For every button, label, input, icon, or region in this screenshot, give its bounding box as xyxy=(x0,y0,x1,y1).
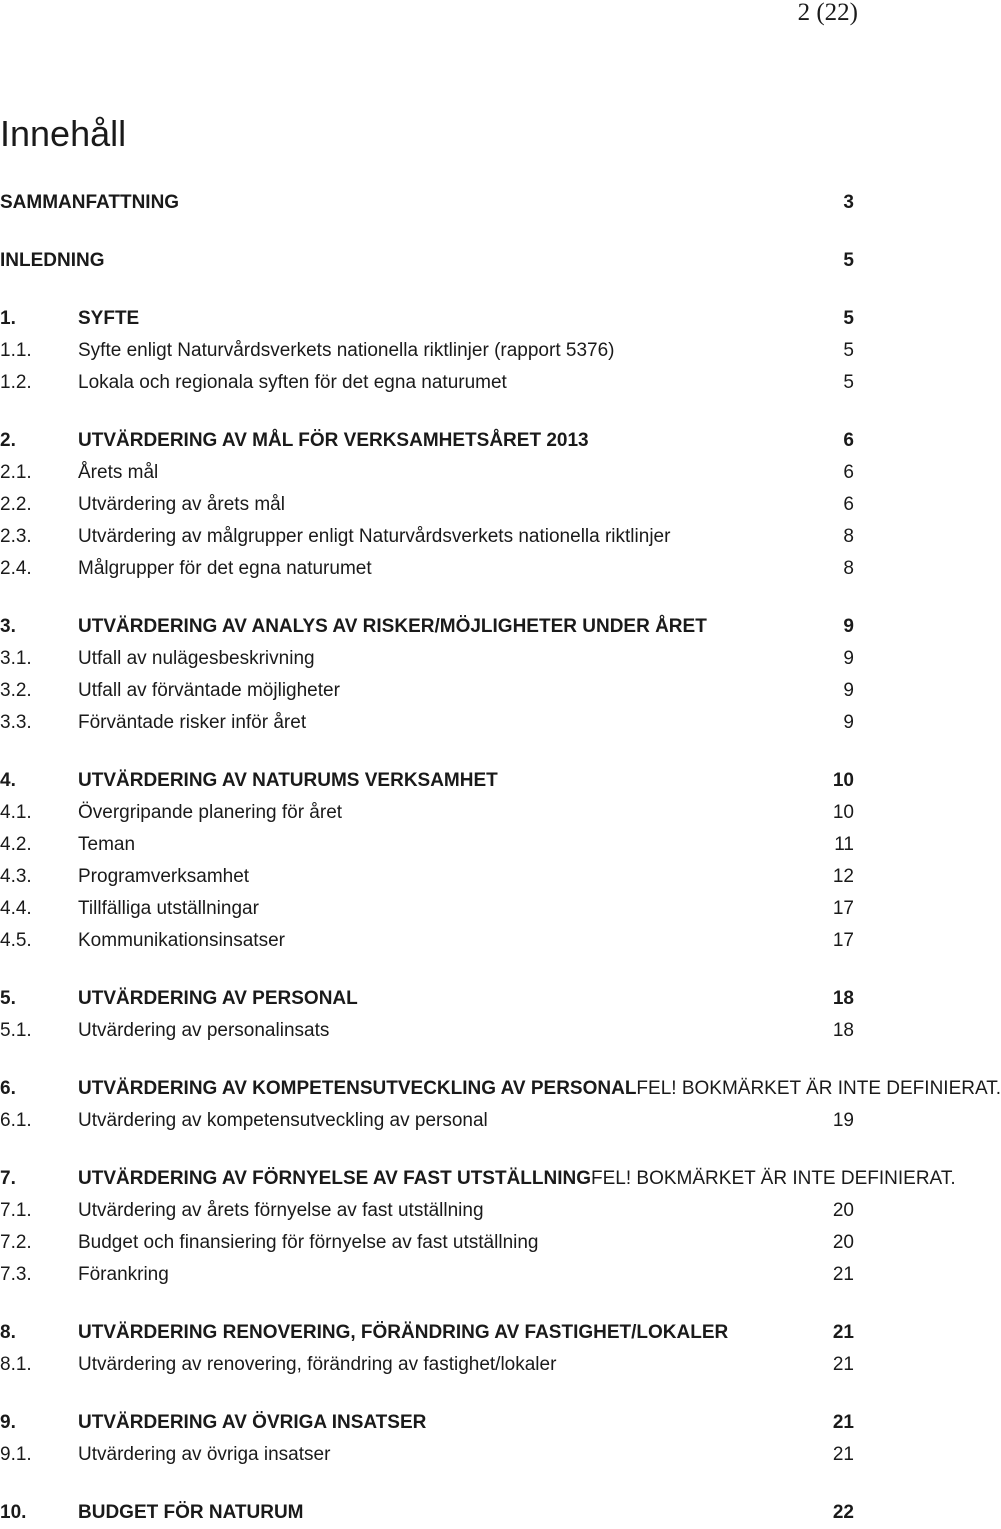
toc-entry-number: 7.1. xyxy=(0,1200,32,1221)
toc-entry-number: 1.1. xyxy=(0,340,32,361)
toc-entry-number: 2.4. xyxy=(0,558,32,579)
toc-entry-number: 2. xyxy=(0,430,16,451)
toc-entry[interactable] xyxy=(0,1317,960,1349)
toc-entry-number: 4.5. xyxy=(0,930,32,951)
toc-entry[interactable] xyxy=(0,1195,960,1227)
toc-entry-label: Utvärdering av årets mål xyxy=(78,494,285,515)
toc-entry-number: 7.2. xyxy=(0,1232,32,1253)
toc-entry-number: 2.3. xyxy=(0,526,32,547)
toc-entry-number: 4.2. xyxy=(0,834,32,855)
toc-entry-label: Utvärdering av årets förnyelse av fast utställning xyxy=(78,1200,484,1221)
toc-entry-error-note: FEL! BOKMÄRKET ÄR INTE DEFINIERAT. xyxy=(591,1168,956,1189)
toc-entry[interactable] xyxy=(0,245,960,277)
toc-entry-page: 8 xyxy=(843,526,854,547)
toc-entry-number: 10. xyxy=(0,1502,27,1523)
toc-entry[interactable] xyxy=(0,1497,960,1529)
toc-entry-number: 9. xyxy=(0,1412,16,1433)
toc-entry-label: Årets mål xyxy=(78,462,159,483)
toc-entry-page: 10 xyxy=(832,802,854,823)
toc-entry-page: 9 xyxy=(843,712,854,733)
toc-entry-page: 17 xyxy=(832,930,854,951)
toc-entry-label: Budget och finansiering för förnyelse av fast utställning xyxy=(78,1232,539,1253)
toc-entry-page: 21 xyxy=(832,1444,854,1465)
toc-entry[interactable] xyxy=(0,335,960,367)
toc-entry-label: SYFTE xyxy=(78,308,140,329)
toc-entry-label: Programverksamhet xyxy=(78,866,250,887)
toc-entry-label: UTVÄRDERING RENOVERING, FÖRÄNDRING AV FASTIGHET/LOKALER xyxy=(78,1322,729,1343)
toc-entry[interactable] xyxy=(0,675,960,707)
toc-entry[interactable] xyxy=(0,893,960,925)
toc-entry-number: 1. xyxy=(0,308,16,329)
toc-entry[interactable] xyxy=(0,861,960,893)
toc-entry-label: Tillfälliga utställningar xyxy=(78,898,259,919)
toc-entry-label: UTVÄRDERING AV ANALYS AV RISKER/MÖJLIGHETER UNDER ÅRET xyxy=(78,616,707,637)
toc-entry-page: 6 xyxy=(843,462,854,483)
toc-entry[interactable] xyxy=(0,1227,960,1259)
toc-entry[interactable] xyxy=(0,707,960,739)
toc-entry-label: UTVÄRDERING AV NATURUMS VERKSAMHET xyxy=(78,770,498,791)
toc-entry[interactable] xyxy=(0,643,960,675)
toc-entry-page: 5 xyxy=(843,308,854,329)
toc-entry-page: 18 xyxy=(832,988,854,1009)
toc-entry-page: 11 xyxy=(834,834,854,855)
toc-entry-page: 6 xyxy=(843,494,854,515)
toc-entry-label: Utvärdering av personalinsats xyxy=(78,1020,330,1041)
toc-entry-page: 8 xyxy=(843,558,854,579)
toc-entry-page: 5 xyxy=(843,372,854,393)
toc-entry-label: UTVÄRDERING AV PERSONAL xyxy=(78,988,358,1009)
toc-entry-number: 3.3. xyxy=(0,712,32,733)
toc-entry-number: 5. xyxy=(0,988,16,1009)
toc-entry-page: 6 xyxy=(843,430,854,451)
toc-entry-number: 2.2. xyxy=(0,494,32,515)
toc-entry-number: 7.3. xyxy=(0,1264,32,1285)
toc-entry[interactable] xyxy=(0,1259,960,1291)
toc-entry-number: 3.1. xyxy=(0,648,32,669)
toc-entry-page: 21 xyxy=(832,1264,854,1285)
toc-entry[interactable] xyxy=(0,765,960,797)
toc-entry-label: UTVÄRDERING AV ÖVRIGA INSATSER xyxy=(78,1412,427,1433)
toc-entry-label: BUDGET FÖR NATURUM xyxy=(78,1502,304,1523)
toc-entry-page: 21 xyxy=(832,1322,854,1343)
page-number: 2 (22) xyxy=(797,0,858,26)
toc-entry[interactable] xyxy=(0,521,960,553)
toc-entry[interactable] xyxy=(0,797,960,829)
toc-entry-number: 3.2. xyxy=(0,680,32,701)
toc-entry-label: SAMMANFATTNING xyxy=(0,192,180,213)
toc-entry-label: Utvärdering av övriga insatser xyxy=(78,1444,331,1465)
toc-entry-label: Övergripande planering för året xyxy=(78,802,343,823)
toc-entry[interactable] xyxy=(0,1105,960,1137)
toc-entry-page: 9 xyxy=(843,648,854,669)
toc-entry-number: 2.1. xyxy=(0,462,32,483)
toc-entry-label: Förankring xyxy=(78,1264,169,1285)
toc-entry[interactable] xyxy=(0,1163,960,1195)
toc-entry[interactable] xyxy=(0,925,960,957)
toc-entry-page: 22 xyxy=(832,1502,854,1523)
toc-entry-label: Teman xyxy=(78,834,136,855)
toc-entry-page: 5 xyxy=(843,340,854,361)
toc-entry-label: Lokala och regionala syften för det egna naturumet xyxy=(78,372,507,393)
toc-entry[interactable] xyxy=(0,1349,960,1381)
toc-entry-label: Utvärdering av kompetensutveckling av personal xyxy=(78,1110,488,1131)
toc-entry-number: 3. xyxy=(0,616,16,637)
toc-entry[interactable] xyxy=(0,303,960,335)
toc-entry-page: 20 xyxy=(832,1200,854,1221)
toc-entry[interactable] xyxy=(0,983,960,1015)
toc-entry-number: 8. xyxy=(0,1322,16,1343)
toc-entry-page: 9 xyxy=(843,616,854,637)
toc-entry-number: 9.1. xyxy=(0,1444,32,1465)
toc-entry-label: Förväntade risker inför året xyxy=(78,712,307,733)
toc-entry-page: 21 xyxy=(832,1412,854,1433)
toc-entry-page: 9 xyxy=(843,680,854,701)
toc-entry-label: UTVÄRDERING AV KOMPETENSUTVECKLING AV PERSONALFEL! BOKMÄRKET ÄR INTE DEFINIERAT. xyxy=(78,1078,1001,1099)
toc-entry[interactable] xyxy=(0,367,960,399)
toc-entry-page: 20 xyxy=(832,1232,854,1253)
toc-entry[interactable] xyxy=(0,457,960,489)
toc-entry[interactable] xyxy=(0,611,960,643)
toc-entry-label: Utfall av nulägesbeskrivning xyxy=(78,648,315,669)
toc-entry-page: 19 xyxy=(832,1110,854,1131)
toc-entry-page: 3 xyxy=(843,192,854,213)
toc-entry-number: 8.1. xyxy=(0,1354,32,1375)
toc-entry-label: Kommunikationsinsatser xyxy=(78,930,285,951)
toc-entry-number: 4.1. xyxy=(0,802,32,823)
toc-entry-number: 4.3. xyxy=(0,866,32,887)
toc-entry-label: UTVÄRDERING AV MÅL FÖR VERKSAMHETSÅRET 2013 xyxy=(78,430,589,451)
toc-entry-page: 17 xyxy=(832,898,854,919)
toc-entry-page: 12 xyxy=(832,866,854,887)
toc-entry-label: Syfte enligt Naturvårdsverkets nationella riktlinjer (rapport 5376) xyxy=(78,340,615,361)
toc-entry-number: 6.1. xyxy=(0,1110,32,1131)
toc-entry[interactable] xyxy=(0,489,960,521)
toc-entry-number: 7. xyxy=(0,1168,16,1189)
toc-entry[interactable] xyxy=(0,1073,1001,1105)
toc-entry[interactable] xyxy=(0,553,960,585)
toc-entry-number: 6. xyxy=(0,1078,16,1099)
toc-entry-page: 5 xyxy=(843,250,854,271)
toc-title: Innehåll xyxy=(0,113,127,154)
toc-entry[interactable] xyxy=(0,187,960,219)
toc-entry-page: 10 xyxy=(832,770,854,791)
toc-entry[interactable] xyxy=(0,1015,960,1047)
toc-entry[interactable] xyxy=(0,829,960,861)
toc-entry[interactable] xyxy=(0,1439,960,1471)
toc-entry-label: Utfall av förväntade möjligheter xyxy=(78,680,340,701)
toc-entry-number: 1.2. xyxy=(0,372,32,393)
toc-entry-number: 4.4. xyxy=(0,898,32,919)
toc-entry-number: 5.1. xyxy=(0,1020,32,1041)
toc-entry-error-note: FEL! BOKMÄRKET ÄR INTE DEFINIERAT. xyxy=(636,1078,1001,1099)
toc-entry-number: 4. xyxy=(0,770,16,791)
toc-entry-label: INLEDNING xyxy=(0,250,105,271)
toc-entry-label: UTVÄRDERING AV FÖRNYELSE AV FAST UTSTÄLLNINGFEL! BOKMÄRKET ÄR INTE DEFINIERAT. xyxy=(78,1168,956,1189)
toc-entry-label: Målgrupper för det egna naturumet xyxy=(78,558,372,579)
toc-entry-label: Utvärdering av målgrupper enligt Naturvårdsverkets nationella riktlinjer xyxy=(78,526,671,547)
toc-entry[interactable] xyxy=(0,1407,960,1439)
toc-entry-page: 18 xyxy=(832,1020,854,1041)
toc-entry[interactable] xyxy=(0,425,960,457)
toc-entry-label: Utvärdering av renovering, förändring av fastighet/lokaler xyxy=(78,1354,557,1375)
toc-entry-page: 21 xyxy=(832,1354,854,1375)
